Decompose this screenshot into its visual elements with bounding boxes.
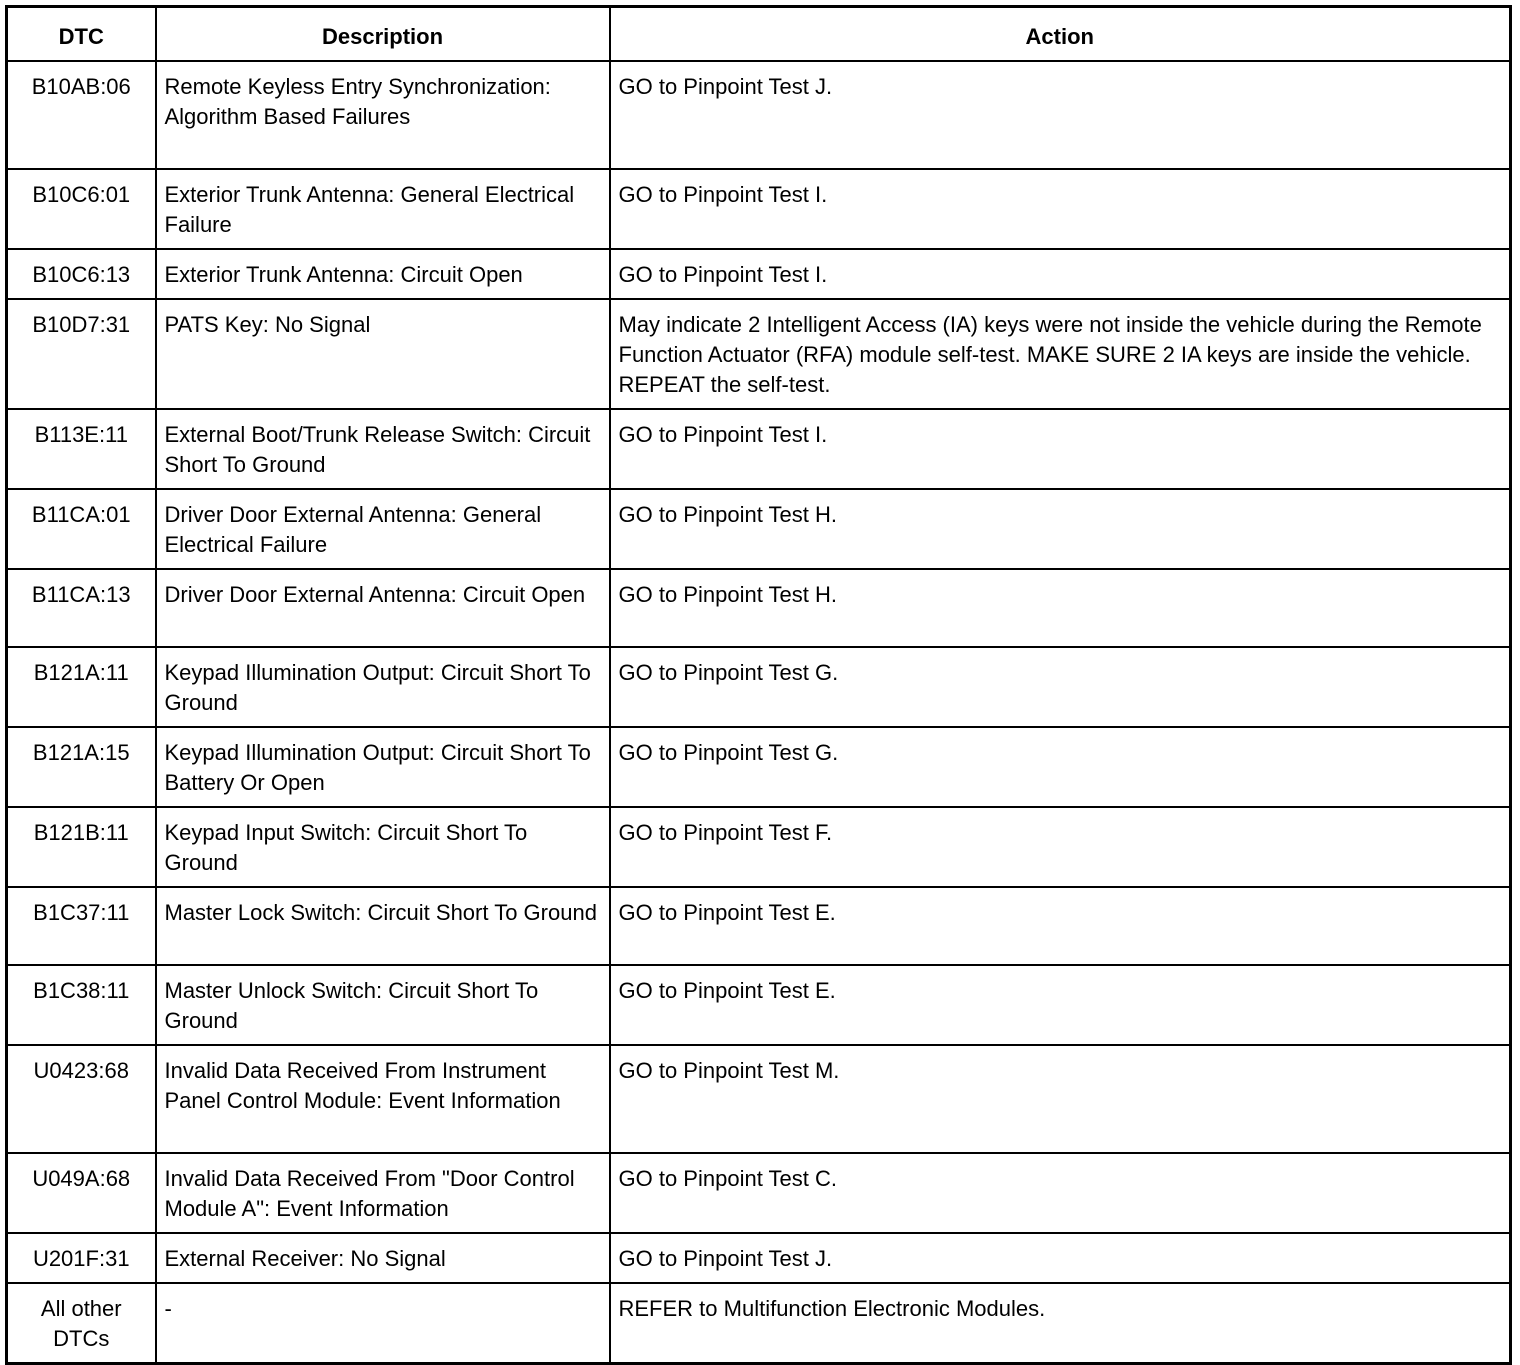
table-row [7,807,1511,887]
action-cell: GO to Pinpoint Test C. [610,1153,1511,1233]
table-row [7,965,1511,1045]
dtc-cell: B10D7:31 [7,299,156,409]
table-row [7,169,1511,249]
description-cell: PATS Key: No Signal [156,299,610,409]
description-cell: Remote Keyless Entry Synchronization: Algorithm Based Failures [156,61,610,169]
dtc-cell: U049A:68 [7,1153,156,1233]
table-row [7,647,1511,727]
description-cell: External Receiver: No Signal [156,1233,610,1283]
dtc-cell: B10AB:06 [7,61,156,169]
dtc-cell: B121B:11 [7,807,156,887]
action-cell: GO to Pinpoint Test M. [610,1045,1511,1153]
table-row [7,299,1511,409]
header-action: Action [610,7,1511,62]
action-cell: GO to Pinpoint Test E. [610,965,1511,1045]
description-cell: Master Unlock Switch: Circuit Short To Ground [156,965,610,1045]
header-row [7,7,1511,62]
action-cell: GO to Pinpoint Test I. [610,409,1511,489]
description-cell: Master Lock Switch: Circuit Short To Ground [156,887,610,965]
table-row [7,409,1511,489]
action-cell: GO to Pinpoint Test J. [610,1233,1511,1283]
description-cell: Exterior Trunk Antenna: General Electrical Failure [156,169,610,249]
action-cell: REFER to Multifunction Electronic Modules. [610,1283,1511,1364]
table-row [7,489,1511,569]
table-row [7,569,1511,647]
dtc-cell: B11CA:13 [7,569,156,647]
action-cell: GO to Pinpoint Test I. [610,169,1511,249]
dtc-cell: B10C6:13 [7,249,156,299]
action-cell: GO to Pinpoint Test H. [610,489,1511,569]
dtc-cell: U0423:68 [7,1045,156,1153]
description-cell: Invalid Data Received From Instrument Panel Control Module: Event Information [156,1045,610,1153]
action-cell: GO to Pinpoint Test H. [610,569,1511,647]
dtc-cell: B1C37:11 [7,887,156,965]
action-cell: GO to Pinpoint Test F. [610,807,1511,887]
dtc-cell: B113E:11 [7,409,156,489]
dtc-cell: U201F:31 [7,1233,156,1283]
table-row [7,1045,1511,1153]
description-cell: Exterior Trunk Antenna: Circuit Open [156,249,610,299]
description-cell: Keypad Input Switch: Circuit Short To Ground [156,807,610,887]
description-cell: Invalid Data Received From "Door Control Module A": Event Information [156,1153,610,1233]
action-cell: GO to Pinpoint Test E. [610,887,1511,965]
dtc-cell: B10C6:01 [7,169,156,249]
action-cell: GO to Pinpoint Test G. [610,727,1511,807]
table-row [7,1153,1511,1233]
description-cell: External Boot/Trunk Release Switch: Circuit Short To Ground [156,409,610,489]
dtc-cell: All other DTCs [7,1283,156,1364]
dtc-cell: B121A:11 [7,647,156,727]
description-cell: Driver Door External Antenna: General Electrical Failure [156,489,610,569]
table-row [7,249,1511,299]
description-cell: - [156,1283,610,1364]
header-dtc: DTC [7,7,156,62]
table-row [7,727,1511,807]
action-cell: GO to Pinpoint Test J. [610,61,1511,169]
table-row [7,887,1511,965]
header-description: Description [156,7,610,62]
description-cell: Driver Door External Antenna: Circuit Open [156,569,610,647]
table-row [7,61,1511,169]
dtc-cell: B11CA:01 [7,489,156,569]
dtc-table [5,5,1512,1365]
description-cell: Keypad Illumination Output: Circuit Short To Battery Or Open [156,727,610,807]
table-row [7,1233,1511,1283]
action-cell: GO to Pinpoint Test I. [610,249,1511,299]
table-row [7,1283,1511,1364]
dtc-cell: B121A:15 [7,727,156,807]
action-cell: GO to Pinpoint Test G. [610,647,1511,727]
action-cell: May indicate 2 Intelligent Access (IA) keys were not inside the vehicle during the Remote Function Actuator (RFA) module self-test. MAKE SURE 2 IA keys are inside the vehicle. REPEAT the self-test. [610,299,1511,409]
dtc-cell: B1C38:11 [7,965,156,1045]
description-cell: Keypad Illumination Output: Circuit Short To Ground [156,647,610,727]
